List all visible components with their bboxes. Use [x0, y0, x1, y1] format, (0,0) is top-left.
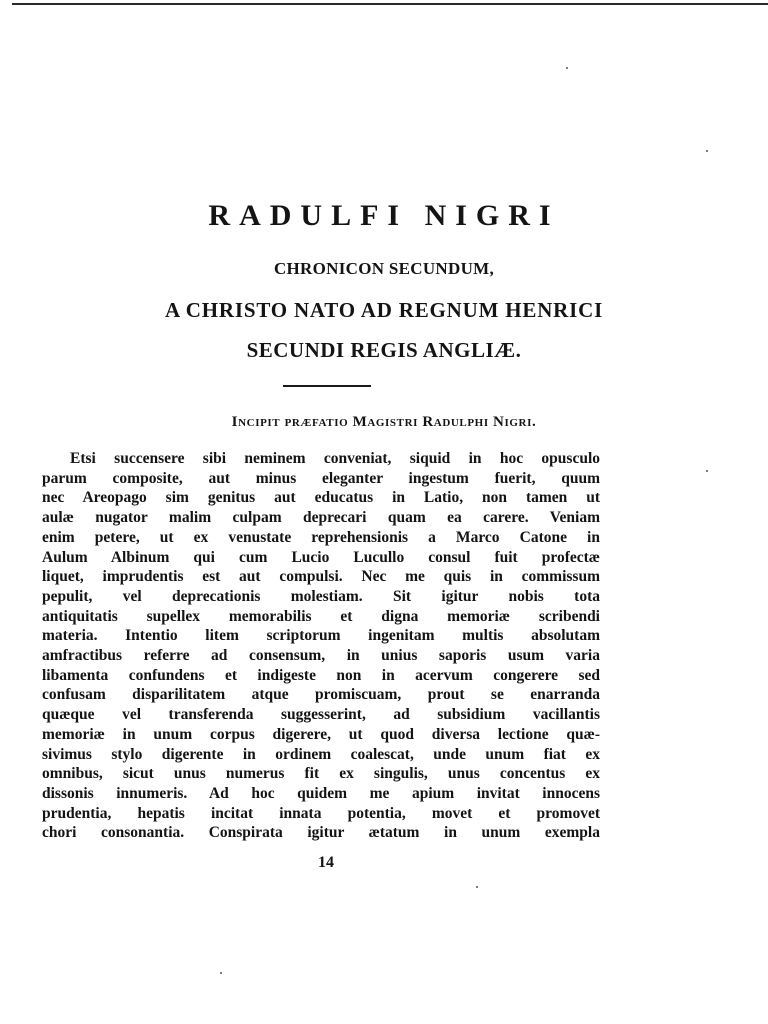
body-line: prudentia, hepatis incitat innata potentia, movet et promovet	[42, 804, 600, 822]
scan-speck	[706, 470, 708, 472]
subtitle-line-3: SECUNDI REGIS ANGLIÆ.	[246, 338, 522, 362]
body-line: chori consonantia. Conspirata igitur ætatum in unum exempla	[42, 824, 600, 842]
main-title: RADULFI NIGRI	[208, 199, 560, 232]
scan-speck	[566, 67, 568, 69]
subtitle-line-1: CHRONICON SECUNDUM,	[273, 259, 495, 278]
body-line: enim petere, ut ex venustate reprehensionis a Marco Catone in	[42, 528, 600, 546]
page-number: 14	[318, 854, 334, 871]
body-line: pepulit, vel deprecationis molestiam. Sit igitur nobis tota	[42, 587, 600, 605]
body-line: dissonis innumeris. Ad hoc quidem me apium invitat innocens	[42, 784, 600, 802]
body-line: antiquitatis supellex memorabilis et digna memoriæ scribendi	[42, 607, 600, 625]
body-line: Etsi succensere sibi neminem conveniat, siquid in hoc opusculo	[70, 450, 600, 467]
top-border-line	[12, 3, 768, 5]
body-text	[42, 449, 600, 843]
scan-speck	[220, 972, 222, 974]
body-line: amfractibus referre ad consensum, in unius saporis usum varia	[42, 647, 600, 665]
subtitle-line-2: A CHRISTO NATO AD REGNUM HENRICI	[164, 298, 604, 322]
body-line: memoriæ in unum corpus digerere, ut quod diversa lectione quæ-	[42, 725, 600, 743]
body-line: aulæ nugator malim culpam deprecari quam ea carere. Veniam	[42, 509, 600, 527]
body-line: omnibus, sicut unus numerus fit ex singulis, unus concentus ex	[42, 765, 600, 783]
body-line: materia. Intentio litem scriptorum ingenitam multis absolutam	[42, 627, 600, 645]
body-line: Aulum Albinum qui cum Lucio Lucullo consul fuit profectæ	[42, 548, 600, 566]
scan-speck	[706, 150, 708, 152]
title-divider	[283, 385, 371, 387]
body-line: nec Areopago sim genitus aut educatus in Latio, non tamen ut	[42, 489, 600, 507]
body-line: libamenta confundens et indigeste non in acervum congerere sed	[42, 666, 600, 684]
body-line: confusam disparilitatem atque promiscuam, prout se enarranda	[42, 686, 600, 704]
body-line: parum composite, aut minus eleganter ingestum fuerit, quum	[42, 469, 600, 487]
body-line: liquet, imprudentis est aut compulsi. Nec me quis in commissum	[42, 568, 600, 586]
preface-heading: Incipit præfatio Magistri Radulphi Nigri.	[231, 414, 537, 430]
body-line: quæque vel transferenda suggesserint, ad subsidium vacillantis	[42, 706, 600, 724]
body-line: sivimus stylo digerente in ordinem coalescat, unde unum fiat ex	[42, 745, 600, 763]
scan-speck	[476, 886, 478, 888]
